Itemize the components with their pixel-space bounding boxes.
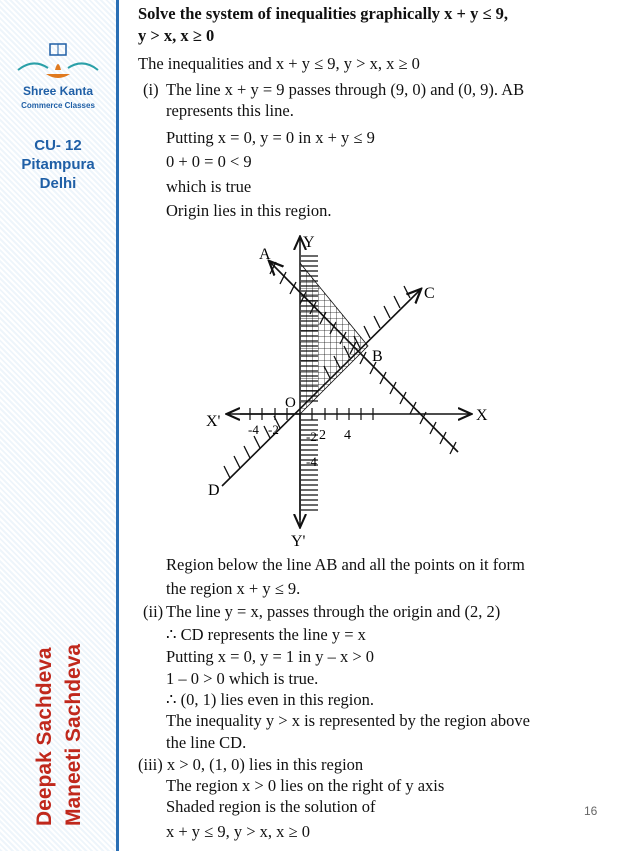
brand-name: Shree Kanta: [22, 84, 94, 98]
step-ii-line-3: Putting x = 0, y = 1 in y – x > 0: [166, 647, 375, 666]
step-ii-line-7: the line CD.: [166, 733, 247, 752]
step-iii-line-3: Shaded region is the solution of: [166, 797, 376, 816]
tick-label-x-neg-2: -2: [268, 422, 279, 437]
centre-code: CU- 12: [34, 137, 82, 154]
label-y: Y: [303, 234, 315, 251]
step-ii-line-5: ∴ (0, 1) lies even in this region.: [166, 690, 374, 709]
step-ii-line-1: The line y = x, passes through the origin and (2, 2): [166, 602, 501, 621]
step-i-line-1: The line x + y = 9 passes through (9, 0) and (0, 9). AB: [166, 80, 525, 99]
sidebar: [0, 0, 116, 851]
step-ii-line-6: The inequality y > x is represented by the region above: [166, 711, 530, 730]
after-graph-line-2: the region x + y ≤ 9.: [166, 579, 301, 598]
after-graph-line-1: Region below the line AB and all the points on it form: [166, 555, 525, 574]
label-origin: O: [285, 395, 296, 411]
centre-area: Pitampura: [21, 156, 95, 173]
page-number: 16: [584, 804, 598, 818]
step-i-line-2: represents this line.: [166, 101, 294, 120]
question-title-line-1: Solve the system of inequalities graphically x + y ≤ 9,: [138, 4, 508, 23]
step-i-marker: (i): [143, 80, 159, 99]
label-b: B: [372, 348, 383, 365]
tick-label-x-pos-2: 2: [319, 428, 326, 443]
step-iii-line-2: The region x > 0 lies on the right of y axis: [166, 776, 445, 795]
centre-city: Delhi: [39, 175, 77, 192]
step-i-line-3: Putting x = 0, y = 0 in x + y ≤ 9: [166, 128, 375, 147]
question-title-line-2: y > x, x ≥ 0: [138, 26, 215, 45]
author-name-2: Maneeti Sachdeva: [62, 643, 85, 826]
step-iii-line-4: x + y ≤ 9, y > x, x ≥ 0: [166, 822, 310, 841]
tick-label-x-neg-4: -4: [248, 422, 259, 437]
author-name-1: Deepak Sachdeva: [33, 647, 56, 826]
step-ii-marker: (ii): [143, 602, 164, 621]
tick-label-x-pos-4: 4: [344, 428, 351, 443]
label-x-negative: X': [206, 413, 221, 430]
label-y-negative: Y': [291, 533, 306, 550]
brand-subtitle: Commerce Classes: [21, 101, 95, 110]
step-i-line-5: which is true: [166, 177, 252, 196]
sidebar-border: [116, 0, 119, 851]
tick-label-y-neg-4: -4: [306, 454, 317, 469]
step-i-line-4: 0 + 0 = 0 < 9: [166, 152, 252, 171]
label-a: A: [259, 246, 271, 263]
label-x: X: [476, 407, 488, 424]
step-iii-line-1: (iii) x > 0, (1, 0) lies in this region: [138, 755, 364, 774]
step-ii-line-2: ∴ CD represents the line y = x: [166, 625, 366, 644]
label-d: D: [208, 482, 220, 499]
step-i-line-6: Origin lies in this region.: [166, 201, 332, 220]
label-c: C: [424, 285, 435, 302]
intro-line: The inequalities and x + y ≤ 9, y > x, x ≥ 0: [138, 54, 420, 73]
tick-label-y-neg-2: -2: [306, 429, 317, 444]
step-ii-line-4: 1 – 0 > 0 which is true.: [166, 669, 319, 688]
inequality-graph: [190, 228, 510, 550]
